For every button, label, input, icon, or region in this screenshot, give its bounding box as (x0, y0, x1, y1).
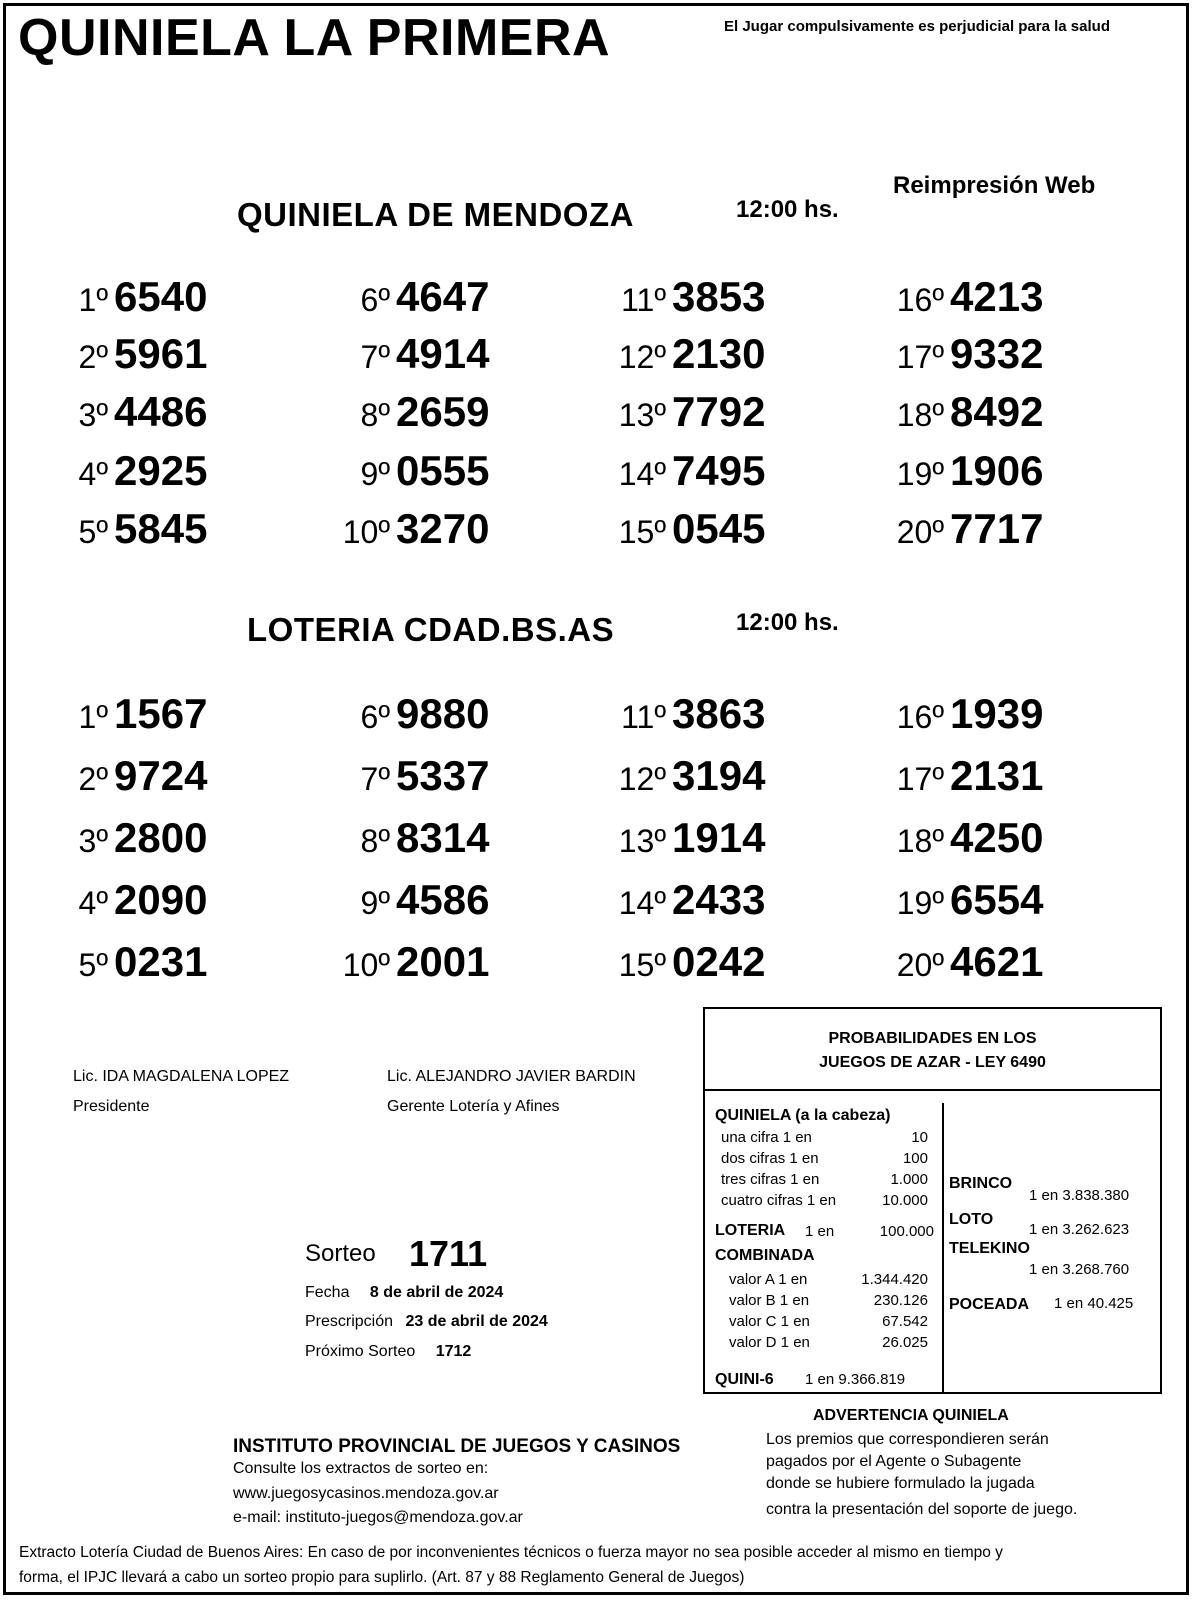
advertencia-line: pagados por el Agente o Subagente (766, 1453, 1022, 1470)
result-row (598, 273, 765, 321)
probabilities-box (703, 1007, 1162, 1394)
result-position: 7º (360, 339, 390, 375)
result-row (330, 388, 489, 436)
section-time-loteria: 12:00 hs. (736, 609, 839, 636)
result-number: 2130 (672, 330, 766, 377)
result-number: 0555 (396, 447, 490, 494)
result-position: 17º (896, 761, 944, 797)
result-position: 4º (78, 885, 108, 921)
brinco-prob-label: BRINCO (949, 1175, 1013, 1192)
result-number: 1914 (672, 814, 766, 861)
result-row (330, 505, 489, 553)
result-position: 8º (360, 823, 390, 859)
result-row (60, 876, 207, 924)
result-number: 9332 (950, 330, 1044, 377)
result-row (330, 814, 489, 862)
result-position: 10º (342, 947, 390, 983)
quini6-prob-value: 1 en 9.366.819 (805, 1371, 906, 1388)
sorteo-number: 1711 (409, 1233, 488, 1274)
result-number: 4621 (950, 938, 1044, 985)
prob-row-value: 10 (911, 1129, 928, 1146)
prescripcion-value: 23 de abril de 2024 (405, 1313, 548, 1330)
prob-row-value: 26.025 (882, 1334, 928, 1351)
result-row (330, 938, 489, 986)
result-row (60, 938, 207, 986)
signature-right-name: Lic. ALEJANDRO JAVIER BARDIN (387, 1068, 636, 1085)
section-title-mendoza: QUINIELA DE MENDOZA (237, 196, 634, 233)
result-number: 4486 (114, 388, 208, 435)
result-row (876, 447, 1043, 495)
footer-line-1: Extracto Lotería Ciudad de Buenos Aires: En caso de por inconvenientes técnicos o fuerza mayor no sea posible acceder al mismo en tiempo y (19, 1544, 1003, 1561)
result-number: 5337 (396, 752, 490, 799)
result-number: 3853 (672, 273, 766, 320)
result-position: 2º (78, 339, 108, 375)
prob-row-value: 1.000 (890, 1171, 928, 1188)
result-position: 9º (360, 885, 390, 921)
result-row (330, 752, 489, 800)
fecha-value: 8 de abril de 2024 (369, 1284, 504, 1301)
result-number: 7495 (672, 447, 766, 494)
page-title: QUINIELA LA PRIMERA (18, 9, 611, 67)
loteria-prob-label: LOTERIA (715, 1222, 786, 1239)
result-position: 16º (896, 282, 944, 318)
result-row (598, 752, 765, 800)
result-number: 4586 (396, 876, 490, 923)
prob-row-label: una cifra 1 en (721, 1129, 812, 1146)
result-row (60, 388, 207, 436)
result-row (330, 330, 489, 378)
health-warning: El Jugar compulsivamente es perjudicial para la salud (724, 18, 1110, 35)
result-number: 0545 (672, 505, 766, 552)
result-position: 9º (360, 456, 390, 492)
result-row (598, 505, 765, 553)
prob-row-label: valor A 1 en (729, 1271, 808, 1288)
result-position: 10º (342, 514, 390, 550)
telekino-prob-label: TELEKINO (949, 1240, 1030, 1257)
prob-row-label: cuatro cifras 1 en (721, 1192, 837, 1209)
result-position: 13º (618, 823, 666, 859)
advertencia-title: ADVERTENCIA QUINIELA (813, 1407, 1009, 1424)
quiniela-prob-title: QUINIELA (a la cabeza) (715, 1107, 891, 1124)
result-position: 3º (78, 823, 108, 859)
result-number: 8492 (950, 388, 1044, 435)
result-position: 13º (618, 397, 666, 433)
probabilities-divider (942, 1103, 944, 1394)
section-title-loteria: LOTERIA CDAD.BS.AS (247, 611, 615, 648)
result-number: 3270 (396, 505, 490, 552)
loteria-prob-value: 100.000 (879, 1223, 934, 1240)
result-row (330, 447, 489, 495)
proximo-row (305, 1343, 471, 1361)
result-number: 2659 (396, 388, 490, 435)
result-number: 4914 (396, 330, 490, 377)
result-position: 11º (621, 699, 666, 735)
institute-website: www.juegosycasinos.mendoza.gov.ar (233, 1485, 499, 1502)
result-number: 9724 (114, 752, 208, 799)
result-position: 3º (78, 397, 108, 433)
result-row (330, 690, 489, 738)
result-position: 18º (896, 823, 944, 859)
advertencia-line: Los premios que correspondieren serán (766, 1431, 1049, 1448)
result-position: 8º (360, 397, 390, 433)
prescripcion-label: Prescripción (305, 1313, 394, 1330)
result-row (330, 876, 489, 924)
result-number: 7717 (950, 505, 1044, 552)
result-row (330, 273, 489, 321)
result-number: 4250 (950, 814, 1044, 861)
result-number: 6540 (114, 273, 208, 320)
result-row (876, 388, 1043, 436)
result-position: 5º (78, 514, 108, 550)
result-number: 7792 (672, 388, 766, 435)
result-position: 19º (896, 456, 944, 492)
result-row (598, 876, 765, 924)
prob-row-value: 1.344.420 (861, 1271, 928, 1288)
result-position: 14º (618, 456, 666, 492)
result-number: 2090 (114, 876, 208, 923)
signature-right-role: Gerente Lotería y Afines (387, 1098, 560, 1115)
prob-row-label: valor C 1 en (729, 1313, 810, 1330)
result-row (598, 814, 765, 862)
result-position: 2º (78, 761, 108, 797)
reprint-label: Reimpresión Web (893, 172, 1096, 199)
prob-row-label: valor D 1 en (729, 1334, 810, 1351)
result-position: 17º (896, 339, 944, 375)
fecha-label: Fecha (305, 1284, 350, 1301)
signature-left-role: Presidente (73, 1098, 150, 1115)
result-row (876, 814, 1043, 862)
loteria-prob-text: 1 en (805, 1223, 835, 1240)
result-row (598, 388, 765, 436)
result-row (60, 814, 207, 862)
section-time-mendoza: 12:00 hs. (736, 196, 839, 223)
result-position: 4º (78, 456, 108, 492)
result-position: 15º (618, 947, 666, 983)
result-row (876, 752, 1043, 800)
result-row (60, 447, 207, 495)
institute-name: INSTITUTO PROVINCIAL DE JUEGOS Y CASINOS (233, 1436, 681, 1457)
loto-prob-value: 1 en 3.262.623 (1029, 1221, 1130, 1238)
sorteo-label: Sorteo (305, 1240, 376, 1267)
advertencia-line: donde se hubiere formulado la jugada (766, 1475, 1035, 1492)
result-row (876, 876, 1043, 924)
result-number: 2800 (114, 814, 208, 861)
signature-left-name: Lic. IDA MAGDALENA LOPEZ (73, 1068, 290, 1085)
result-position: 6º (360, 699, 390, 735)
proximo-label: Próximo Sorteo (305, 1343, 416, 1360)
result-position: 12º (618, 339, 666, 375)
result-position: 12º (618, 761, 666, 797)
combinada-prob-label: COMBINADA (715, 1247, 815, 1264)
prescripcion-row (305, 1313, 548, 1331)
footer-line-2: forma, el IPJC llevará a cabo un sorteo propio para suplirlo. (Art. 87 y 88 Reglamento General de Juegos) (19, 1569, 745, 1586)
result-number: 4647 (396, 273, 490, 320)
result-position: 16º (896, 699, 944, 735)
prob-row-value: 67.542 (882, 1313, 928, 1330)
result-number: 0242 (672, 938, 766, 985)
result-number: 3863 (672, 690, 766, 737)
result-position: 15º (618, 514, 666, 550)
result-position: 1º (78, 282, 108, 318)
prob-row-value: 10.000 (882, 1192, 928, 1209)
prob-row-label: dos cifras 1 en (721, 1150, 819, 1167)
result-number: 5961 (114, 330, 208, 377)
loto-prob-label: LOTO (949, 1211, 994, 1228)
result-number: 4213 (950, 273, 1044, 320)
result-position: 14º (618, 885, 666, 921)
result-number: 5845 (114, 505, 208, 552)
probabilities-title (705, 1009, 1160, 1091)
result-row (876, 938, 1043, 986)
institute-consult: Consulte los extractos de sorteo en: (233, 1460, 489, 1477)
proximo-value: 1712 (435, 1343, 472, 1360)
result-row (598, 447, 765, 495)
result-number: 1939 (950, 690, 1044, 737)
institute-email: e-mail: instituto-juegos@mendoza.gov.ar (233, 1509, 523, 1526)
result-number: 6554 (950, 876, 1044, 923)
result-row (60, 690, 207, 738)
result-row (60, 752, 207, 800)
result-row (876, 505, 1043, 553)
result-number: 0231 (114, 938, 208, 985)
poceada-prob-label: POCEADA (949, 1296, 1030, 1313)
telekino-prob-value: 1 en 3.268.760 (1029, 1261, 1130, 1278)
result-number: 1906 (950, 447, 1044, 494)
probabilities-title-line2: JUEGOS DE AZAR - LEY 6490 (819, 1054, 1046, 1071)
result-position: 6º (360, 282, 390, 318)
result-number: 1567 (114, 690, 208, 737)
brinco-prob-value: 1 en 3.838.380 (1029, 1187, 1130, 1204)
prob-row-value: 230.126 (873, 1292, 928, 1309)
result-position: 7º (360, 761, 390, 797)
result-row (60, 330, 207, 378)
result-position: 5º (78, 947, 108, 983)
prob-row-value: 100 (902, 1150, 928, 1167)
poceada-prob-value: 1 en 40.425 (1054, 1295, 1134, 1312)
quini6-prob-label: QUINI-6 (715, 1371, 774, 1388)
prob-row-label: tres cifras 1 en (721, 1171, 820, 1188)
result-row (598, 330, 765, 378)
result-number: 2131 (950, 752, 1044, 799)
result-number: 2433 (672, 876, 766, 923)
result-position: 20º (896, 947, 944, 983)
fecha-row (305, 1284, 503, 1302)
result-position: 19º (896, 885, 944, 921)
result-position: 1º (78, 699, 108, 735)
result-number: 8314 (396, 814, 490, 861)
result-position: 18º (896, 397, 944, 433)
result-number: 2925 (114, 447, 208, 494)
result-number: 2001 (396, 938, 490, 985)
result-row (60, 505, 207, 553)
result-row (876, 273, 1043, 321)
advertencia-line: contra la presentación del soporte de juego. (766, 1501, 1078, 1518)
result-number: 3194 (672, 752, 766, 799)
result-row (876, 690, 1043, 738)
prob-row-label: valor B 1 en (729, 1292, 810, 1309)
result-row (876, 330, 1043, 378)
result-position: 11º (621, 282, 666, 318)
result-position: 20º (896, 514, 944, 550)
probabilities-title-line1: PROBABILIDADES EN LOS (828, 1030, 1037, 1047)
result-number: 9880 (396, 690, 490, 737)
result-row (60, 273, 207, 321)
result-row (598, 690, 765, 738)
result-row (598, 938, 765, 986)
